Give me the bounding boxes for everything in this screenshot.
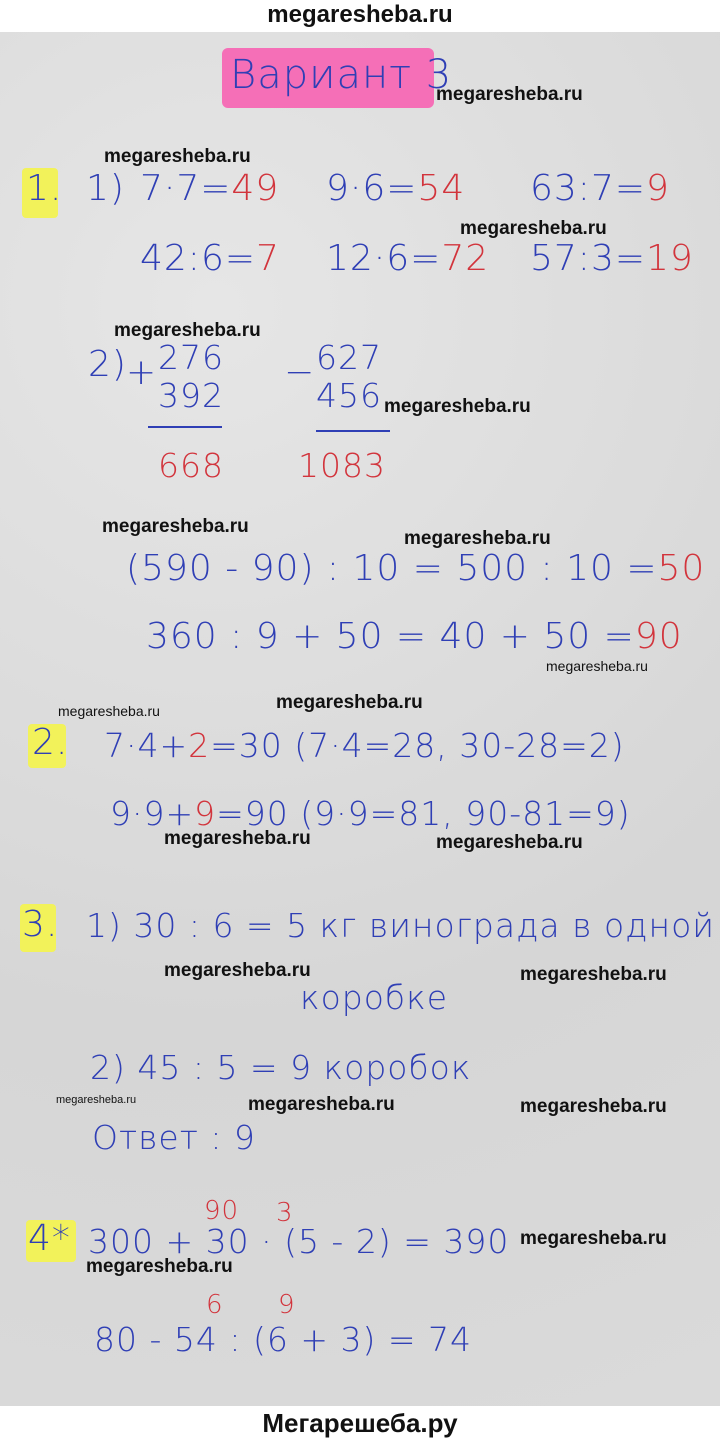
watermark: megaresheba.ru [114,320,261,341]
addition-sign: + [126,352,158,393]
task3-line1b: коробке [300,978,449,1017]
watermark: megaresheba.ru [58,703,160,719]
addition-result: 668 [158,446,224,485]
watermark: megaresheba.ru [248,1094,395,1115]
task4-number: 4* [28,1218,71,1259]
task4-line1: 300 + 30 · (5 - 2) = 390 [88,1222,510,1261]
equation-6: 57:3=19 [530,238,694,279]
watermark: megaresheba.ru [520,964,667,985]
task2-number: 2. [32,722,69,763]
subtraction-sign: − [284,352,316,393]
equation-3: 63:7=9 [530,168,670,209]
watermark: megaresheba.ru [436,832,583,853]
subtraction-line [316,430,390,432]
addition-line [148,426,222,428]
task3-number: 3. [22,904,59,945]
top-site-banner: megaresheba.ru [0,0,720,32]
watermark: megaresheba.ru [164,960,311,981]
equation-1: 7·7=49 [140,168,280,209]
task3-answer: Ответ : 9 [92,1118,256,1157]
watermark: megaresheba.ru [404,528,551,549]
subtraction-result: 1083 [298,446,386,485]
watermark: megaresheba.ru [104,146,251,167]
task1-number: 1. [26,168,63,209]
task3-line1: 1) 30 : 6 = 5 кг винограда в одной [86,906,715,945]
variant-title: Вариант 3 [230,52,453,98]
task1-part1-label: 1) [86,168,125,209]
expression-2: 360 : 9 + 50 = 40 + 50 =90 [146,616,683,657]
watermark: megaresheba.ru [102,516,249,537]
subtrahend: 456 [316,376,382,415]
watermark: megaresheba.ru [436,84,583,105]
equation-4: 42:6=7 [140,238,280,279]
watermark: megaresheba.ru [384,396,531,417]
task4-note-90: 90 [204,1196,240,1226]
watermark: megaresheba.ru [520,1096,667,1117]
task4-note-9: 9 [278,1290,296,1320]
watermark: megaresheba.ru [86,1256,233,1277]
watermark: megaresheba.ru [546,658,648,674]
addend-2: 392 [158,376,224,415]
bottom-site-banner: Мегарешеба.ру [0,1406,720,1441]
watermark: megaresheba.ru [164,828,311,849]
expression-1: (590 - 90) : 10 = 500 : 10 =50 [126,548,706,589]
watermark: megaresheba.ru [276,692,423,713]
watermark: megaresheba.ru [520,1228,667,1249]
equation-5: 12·6=72 [326,238,490,279]
task2-line2: 9·9+9=90 (9·9=81, 90-81=9) [110,794,631,833]
task4-note-6: 6 [206,1290,224,1320]
minuend: 627 [316,338,382,377]
watermark: megaresheba.ru [460,218,607,239]
equation-2: 9·6=54 [326,168,466,209]
task4-note-3: 3 [276,1198,294,1228]
addend-1: 276 [158,338,224,377]
task3-line2: 2) 45 : 5 = 9 коробок [90,1048,472,1087]
task4-line2: 80 - 54 : (6 + 3) = 74 [94,1320,472,1359]
task1-part2-label: 2) [88,344,127,385]
task2-line1: 7·4+2=30 (7·4=28, 30-28=2) [104,726,625,765]
watermark: megaresheba.ru [56,1094,137,1106]
